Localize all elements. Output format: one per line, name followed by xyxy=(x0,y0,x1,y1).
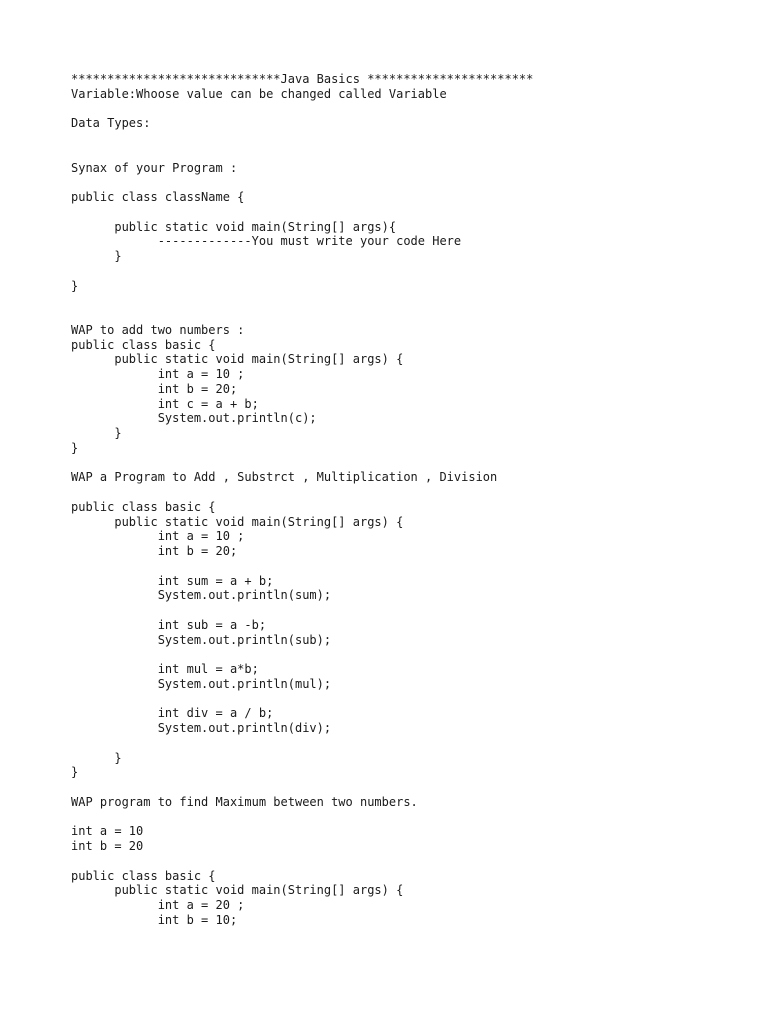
document-line: public static void main(String[] args) { xyxy=(71,883,404,898)
document-line: System.out.println(mul); xyxy=(71,676,332,691)
document-line: int b = 20; xyxy=(71,381,238,396)
document-line: WAP a Program to Add , Substrct , Multiplication , Division xyxy=(71,470,498,485)
document-line xyxy=(71,264,533,279)
document-line: System.out.println(sub); xyxy=(71,632,332,647)
document-line: Synax of your Program : xyxy=(71,160,238,175)
document-line: WAP program to find Maximum between two numbers. xyxy=(71,794,418,809)
document-line xyxy=(71,780,533,795)
document-line: int sub = a -b; xyxy=(71,617,267,632)
document-line: int b = 20 xyxy=(71,839,144,853)
document-line: public static void main(String[] args) { xyxy=(71,514,404,529)
document-line: Variable:Whoose value can be changed called Variable xyxy=(71,86,447,101)
document-line: } xyxy=(71,278,79,293)
document-line: WAP to add two numbers : xyxy=(71,322,245,337)
document-line: System.out.println(sum); xyxy=(71,588,332,603)
document-line xyxy=(71,131,533,146)
document-line xyxy=(71,854,533,869)
document-line: } xyxy=(71,750,122,765)
document-line xyxy=(71,175,533,190)
document-line: public class basic { xyxy=(71,337,216,352)
document-line xyxy=(71,736,533,751)
document-line xyxy=(71,692,533,707)
document-line: int sum = a + b; xyxy=(71,573,274,588)
document-line: public class className { xyxy=(71,190,245,204)
document-line: public static void main(String[] args){ xyxy=(71,219,397,234)
document-line xyxy=(71,308,533,323)
document-line: public class basic { xyxy=(71,868,216,883)
document-line xyxy=(71,559,533,574)
document-line xyxy=(71,146,533,161)
document-line: Data Types: xyxy=(71,116,151,131)
document-line: int a = 10 xyxy=(71,824,144,839)
document-line: System.out.println(div); xyxy=(71,721,332,735)
document-line xyxy=(71,485,533,500)
document-line xyxy=(71,293,533,308)
document-line: int div = a / b; xyxy=(71,706,274,721)
document-line xyxy=(71,810,533,825)
document-line: int b = 20; xyxy=(71,544,238,558)
document-line: public static void main(String[] args) { xyxy=(71,352,404,367)
document-line: System.out.println(c); xyxy=(71,411,317,426)
document-line: } xyxy=(71,426,122,440)
document-line xyxy=(71,205,533,220)
document-line xyxy=(71,102,533,117)
document-line: int a = 10 ; xyxy=(71,529,245,544)
document-line: } xyxy=(71,249,122,263)
document-line xyxy=(71,456,533,471)
document-line: int b = 10; xyxy=(71,912,238,927)
document-text xyxy=(71,72,533,928)
document-line: -------------You must write your code Here xyxy=(71,234,462,249)
document-line: } xyxy=(71,765,79,780)
document-line: *****************************Java Basics *********************** xyxy=(71,72,534,86)
document-line: int a = 20 ; xyxy=(71,898,245,912)
document-line xyxy=(71,603,533,618)
document-line: int a = 10 ; xyxy=(71,367,245,381)
document-line xyxy=(71,647,533,662)
document-line: public class basic { xyxy=(71,499,216,514)
document-line: } xyxy=(71,440,79,455)
document-line: int mul = a*b; xyxy=(71,662,259,676)
document-line: int c = a + b; xyxy=(71,396,259,411)
